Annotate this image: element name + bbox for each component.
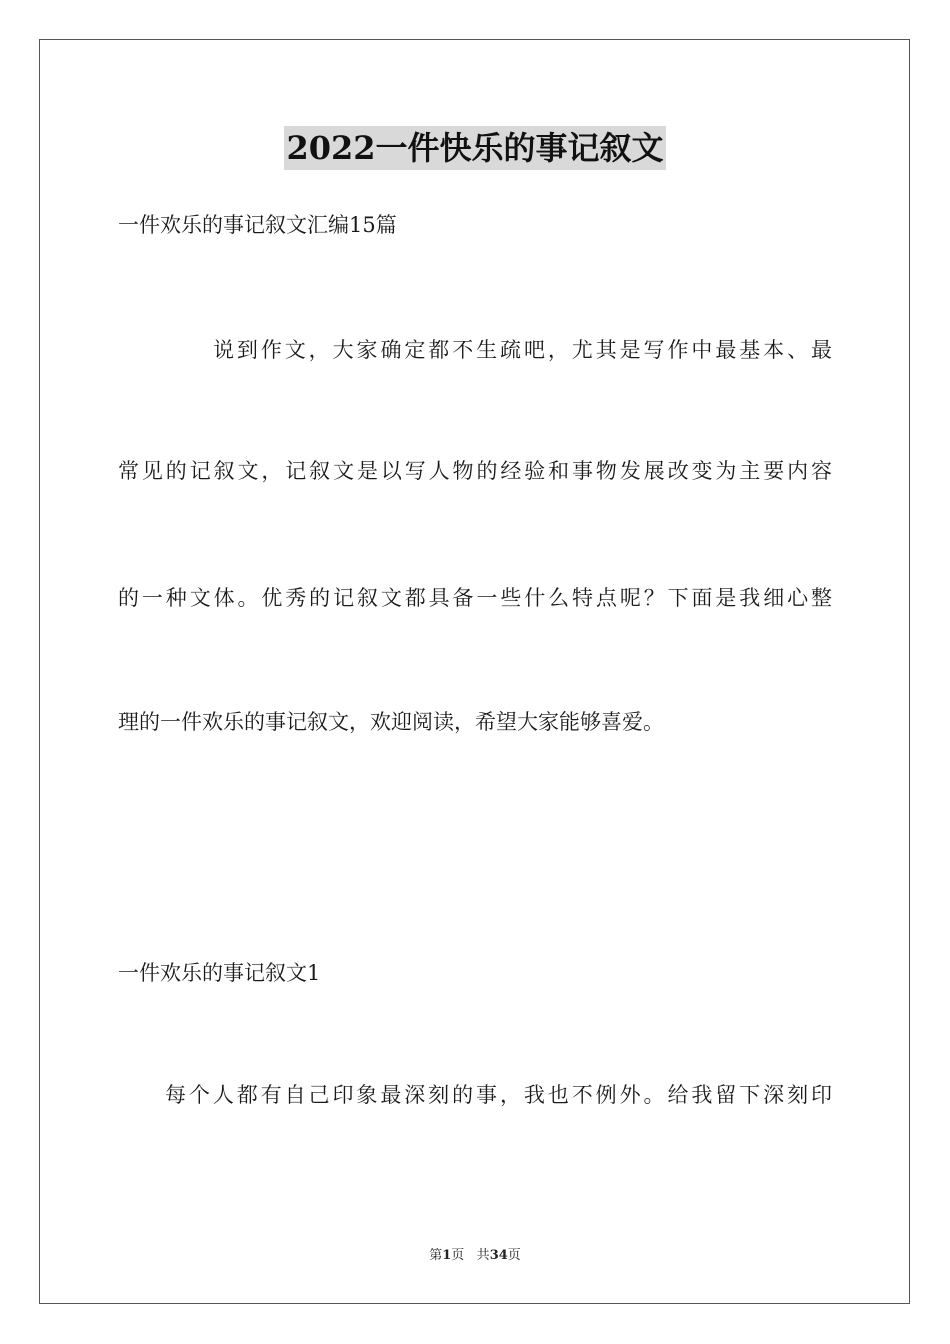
page-footer bbox=[0, 1247, 950, 1265]
footer-page-prefix: 第 bbox=[429, 1248, 443, 1263]
intro-line-1: 说到作文，大家确定都不生疏吧，尤其是写作中最基本、最 bbox=[213, 338, 832, 362]
section-heading: 一件欢乐的事记叙文1 bbox=[118, 961, 321, 985]
intro-line-4: 理的一件欢乐的事记叙文，欢迎阅读，希望大家能够喜爱。 bbox=[118, 710, 664, 734]
footer-page-number: 1 bbox=[442, 1248, 452, 1263]
footer-total-pages: 34 bbox=[489, 1248, 508, 1263]
body-line-1: 每个人都有自己印象最深刻的事，我也不例外。给我留下深刻印 bbox=[165, 1083, 832, 1107]
title-block bbox=[0, 126, 950, 170]
intro-line-3: 的一种文体。优秀的记叙文都具备一些什么特点呢？下面是我细心整 bbox=[118, 586, 832, 610]
footer-total-prefix: 共 bbox=[476, 1248, 490, 1263]
document-subtitle: 一件欢乐的事记叙文汇编15篇 bbox=[118, 213, 397, 237]
document-title: 2022一件快乐的事记叙文 bbox=[284, 126, 665, 170]
intro-line-2: 常见的记叙文，记叙文是以写人物的经验和事物发展改变为主要内容 bbox=[118, 459, 832, 483]
footer-total-suffix: 页 bbox=[507, 1248, 521, 1263]
footer-page-suffix: 页 bbox=[451, 1248, 465, 1263]
